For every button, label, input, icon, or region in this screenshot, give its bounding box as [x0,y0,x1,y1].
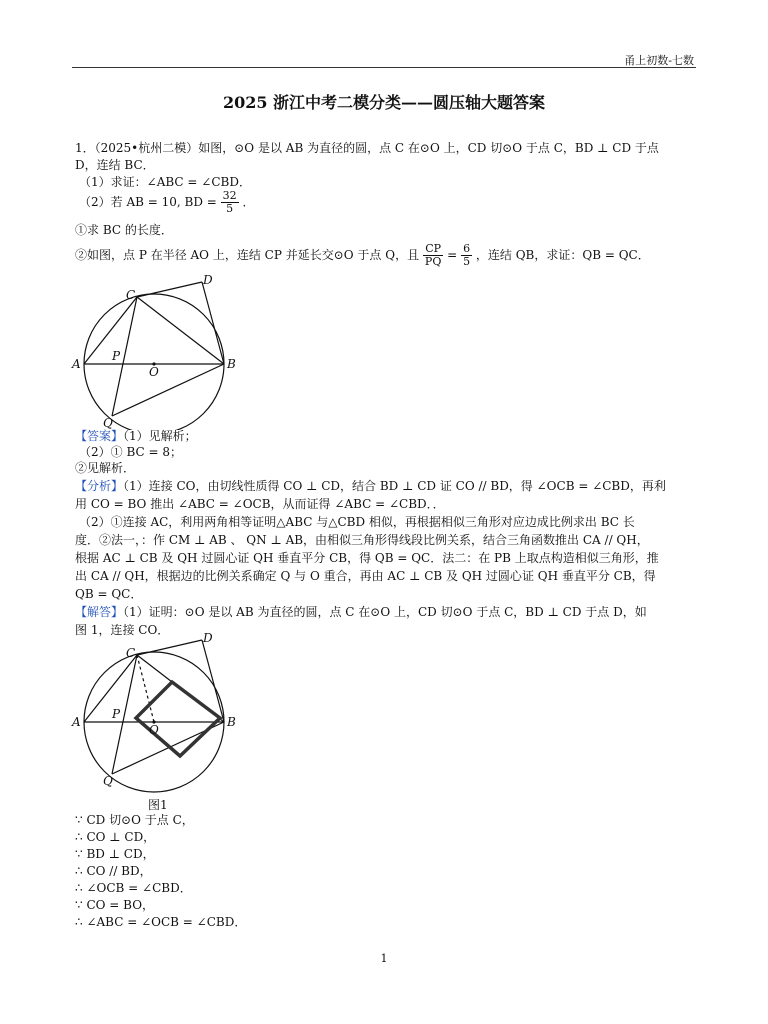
label-a: A [72,357,81,371]
analysis-line-4: 度．②法一，：作 CM ⊥ AB 、 QN ⊥ AB，由相似三角形得线段比例关系，结合三角函数推出 CA // QH， [75,533,649,547]
proof-step: ∴ ∠ABC = ∠OCB = ∠CBD． [75,915,247,929]
header-label: 甬上初数-七数 [624,54,694,67]
bd-fraction [221,190,239,215]
tangent-cd [137,640,202,655]
problem-figure [70,270,250,430]
problem-line-2: D，连结 BC． [75,158,155,172]
label-d: D [203,273,213,287]
label-q: Q [103,416,113,430]
problem-line-1: 1．（2025•杭州二模）如图，⊙O 是以 AB 为直径的圆，点 C 在⊙O 上，CD 切⊙O 于点 C，BD ⊥ CD 于点 [75,141,659,155]
segment-db [202,282,224,364]
label-c: C [126,288,136,302]
segment-cb [137,297,224,364]
bd-denominator: 5 [226,202,234,215]
ratio-numerator: 6 [463,242,471,255]
label-c: C [126,646,136,660]
header-rule [72,67,696,68]
problem-question-1: ①求 BC 的长度． [75,223,173,237]
label-b: B [227,715,236,729]
cp-pq-fraction [423,243,443,268]
figure-caption: 图1 [148,798,168,812]
proof-step: ∵ CO = BO， [75,898,155,912]
answer-line-2: （2）① BC = 8； [79,445,182,459]
label-o: O [149,723,159,737]
label-b: B [227,357,236,371]
analysis-tag: 【分析】 [75,479,124,493]
proof-step: ∵ BD ⊥ CD， [75,847,155,861]
proof-step: ∵ CD 切⊙O 于点 C， [75,813,194,827]
problem-question-2 [75,243,650,268]
label-q: Q [103,774,113,788]
analysis-line-3: （2）①连接 AC，利用两角相等证明△ABC 与△CBD 相似，再根据相似三角形对应边成比例求出 BC 长 [79,515,635,529]
page-title: 2025 浙江中考二模分类——圆压轴大题答案 [222,93,546,112]
proof-step: ∴ ∠OCB = ∠CBD． [75,881,192,895]
analysis-line-7: QB = QC． [75,587,143,601]
page-header [72,0,696,70]
answer-line-1 [75,428,197,444]
part2-suffix: ． [242,195,255,209]
problem-part-1: （1）求证：∠ABC = ∠CBD． [79,175,251,189]
cp-numerator: CP [423,243,443,256]
q2-suffix: ，连结 QB，求证：QB = QC． [475,248,650,262]
proof-step: ∴ CO ⊥ CD， [75,830,156,844]
segment-qb [112,364,224,416]
pq-denominator: PQ [424,255,442,268]
solution-line-1 [75,604,647,620]
analysis-text-1: （1）连接 CO，由切线性质得 CO ⊥ CD，结合 BD ⊥ CD 证 CO // BD，得 ∠OCB = ∠CBD，再利 [123,479,666,493]
part2-prefix: （2）若 AB = 10, BD = [79,195,217,209]
solution-text-1: （1）证明：⊙O 是以 AB 为直径的圆，点 C 在⊙O 上，CD 切⊙O 于点 C，BD ⊥ CD 于点 D，如 [123,605,647,619]
q2-equals: = [447,248,458,262]
page-number: 1 [380,952,388,965]
analysis-line-6: 出 CA // QH，根据边的比例关系确定 Q 与 O 重合，再由 AC ⊥ CB 及 QH 过圆心证 QH 垂直平分 CB，得 [75,569,656,583]
label-p: P [112,707,121,721]
tangent-cd [137,282,202,297]
solution-figure [70,628,250,794]
label-d: D [203,631,213,645]
ratio-fraction [461,243,472,268]
answer-line-3: ②见解析． [75,461,136,475]
segment-db [202,640,224,722]
label-o: O [149,365,159,379]
analysis-line-1 [75,478,666,494]
ratio-denominator: 5 [463,255,471,268]
highlight-square [136,682,220,756]
answer-text-1: （1）见解析； [123,429,197,443]
label-p: P [112,349,121,363]
answer-tag: 【答案】 [75,429,124,443]
q2-prefix: ②如图，点 P 在半径 AO 上，连结 CP 并延长交⊙O 于点 Q，且 [75,248,420,262]
analysis-line-2: 用 CO = BO 推出 ∠ABC = ∠OCB，从而证得 ∠ABC = ∠CBD．． [75,497,445,511]
solution-tag: 【解答】 [75,605,124,619]
solution-line-2: 图 1，连接 CO． [75,623,170,637]
problem-part-2 [79,190,255,215]
label-a: A [72,715,81,729]
proof-step: ∴ CO // BD， [75,864,152,878]
dashed-co [137,655,154,722]
analysis-line-5: 根据 AC ⊥ CB 及 QH 过圆心证 QH 垂直平分 CB，得 QB = QC．法二：在 PB 上取点构造相似三角形，推 [75,551,659,565]
bd-numerator: 32 [222,189,237,202]
circle-o [84,294,224,430]
